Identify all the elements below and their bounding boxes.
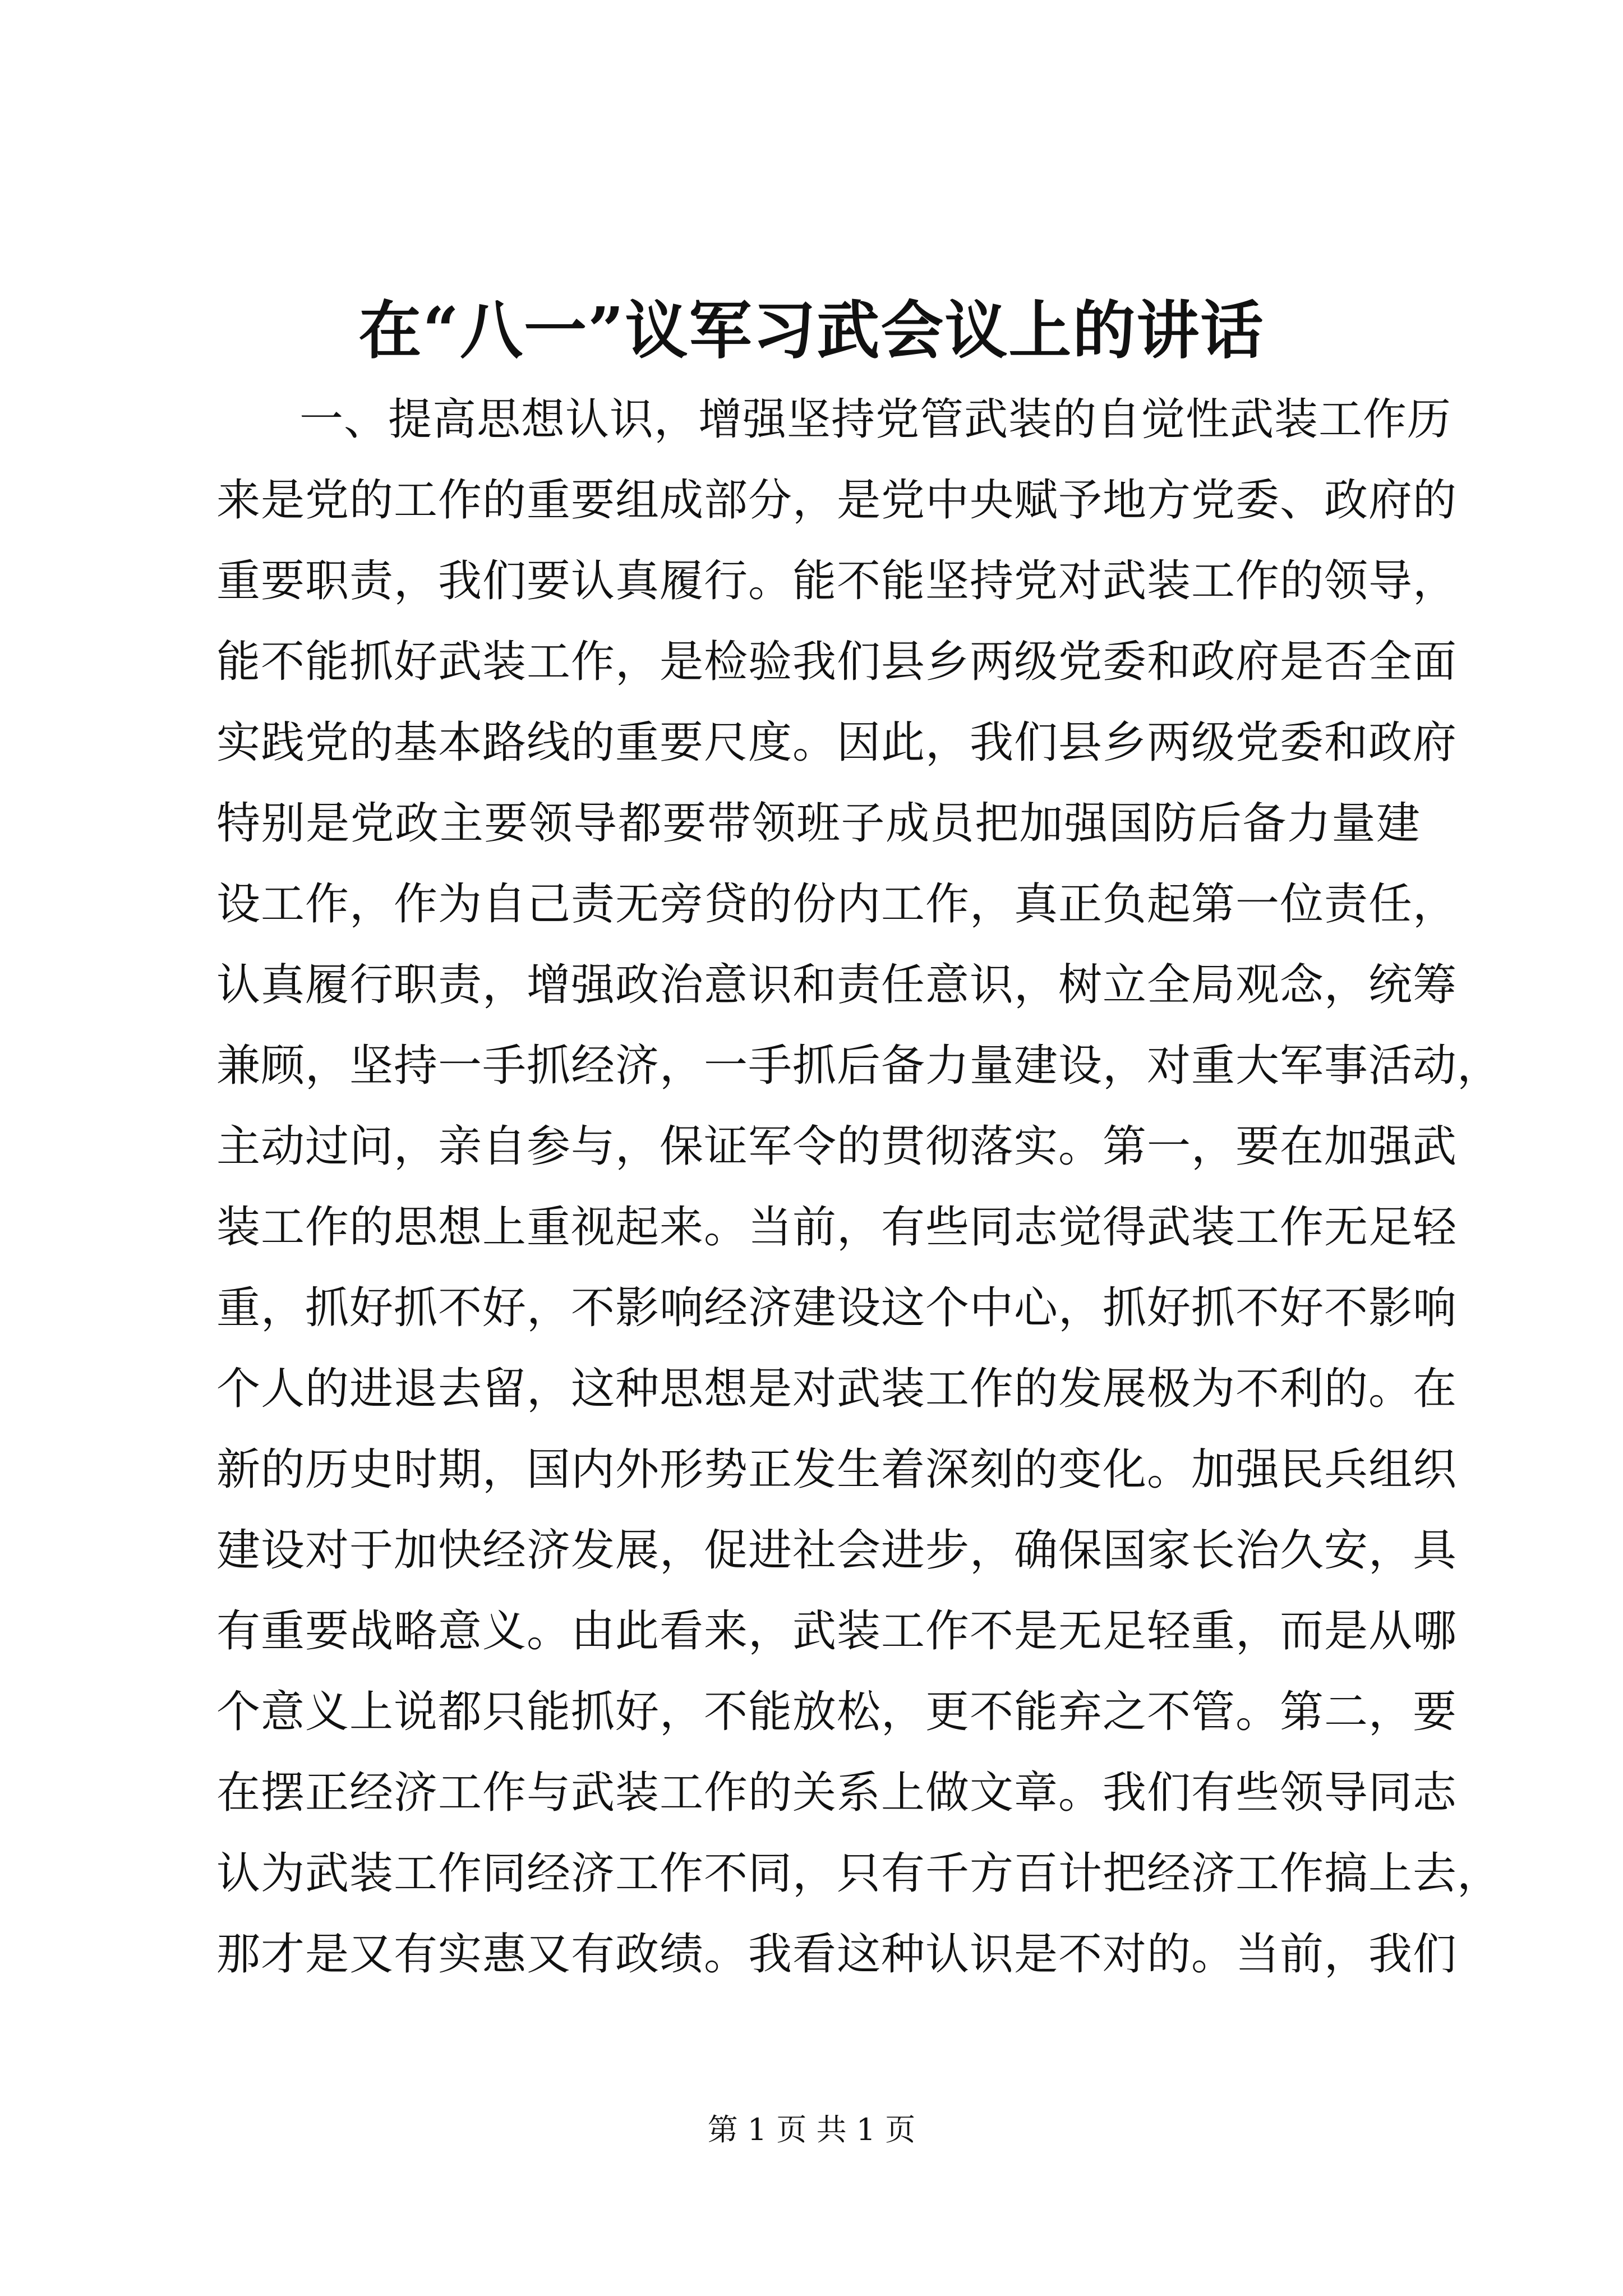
body-line: 特别是党政主要领导都要带领班子成员把加强国防后备力量建 [216, 798, 1421, 849]
document-body [216, 379, 1502, 1995]
page-footer: 第 1 页 共 1 页 [707, 2112, 916, 2147]
body-line: 重要职责，我们要认真履行。能不能坚持党对武装工作的领导， [216, 556, 1458, 606]
body-line: 建设对于加快经济发展，促进社会进步，确保国家长治久安，具 [216, 1525, 1458, 1576]
body-line: 主动过问，亲自参与，保证军令的贯彻落实。第一，要在加强武 [216, 1121, 1458, 1172]
body-line: 认为武装工作同经济工作不同，只有千方百计把经济工作搞上去， [216, 1848, 1502, 1899]
body-line: 兼顾，坚持一手抓经济，一手抓后备力量建设，对重大军事活动， [216, 1041, 1502, 1091]
body-line: 来是党的工作的重要组成部分，是党中央赋予地方党委、政府的 [216, 475, 1458, 526]
body-line: 个人的进退去留，这种思想是对武装工作的发展极为不利的。在 [216, 1364, 1458, 1414]
document-title: 在“八一”议军习武会议上的讲话 [358, 294, 1265, 367]
body-line: 实践党的基本路线的重要尺度。因此，我们县乡两级党委和政府 [216, 717, 1458, 768]
body-line: 在摆正经济工作与武装工作的关系上做文章。我们有些领导同志 [216, 1768, 1458, 1818]
body-line: 一、提高思想认识，增强坚持党管武装的自觉性武装工作历 [299, 394, 1452, 445]
body-line: 装工作的思想上重视起来。当前，有些同志觉得武装工作无足轻 [216, 1202, 1458, 1253]
body-line: 那才是又有实惠又有政绩。我看这种认识是不对的。当前，我们 [216, 1929, 1458, 1980]
body-line: 有重要战略意义。由此看来，武装工作不是无足轻重，而是从哪 [216, 1606, 1458, 1657]
body-line: 个意义上说都只能抓好，不能放松，更不能弃之不管。第二，要 [216, 1687, 1458, 1737]
body-line: 认真履行职责，增强政治意识和责任意识，树立全局观念，统筹 [216, 960, 1458, 1010]
body-line: 能不能抓好武装工作，是检验我们县乡两级党委和政府是否全面 [216, 637, 1458, 687]
body-line: 新的历史时期，国内外形势正发生着深刻的变化。加强民兵组织 [216, 1444, 1458, 1495]
body-line: 设工作，作为自己责无旁贷的份内工作，真正负起第一位责任， [216, 879, 1458, 930]
body-line: 重，抓好抓不好，不影响经济建设这个中心，抓好抓不好不影响 [216, 1283, 1458, 1333]
